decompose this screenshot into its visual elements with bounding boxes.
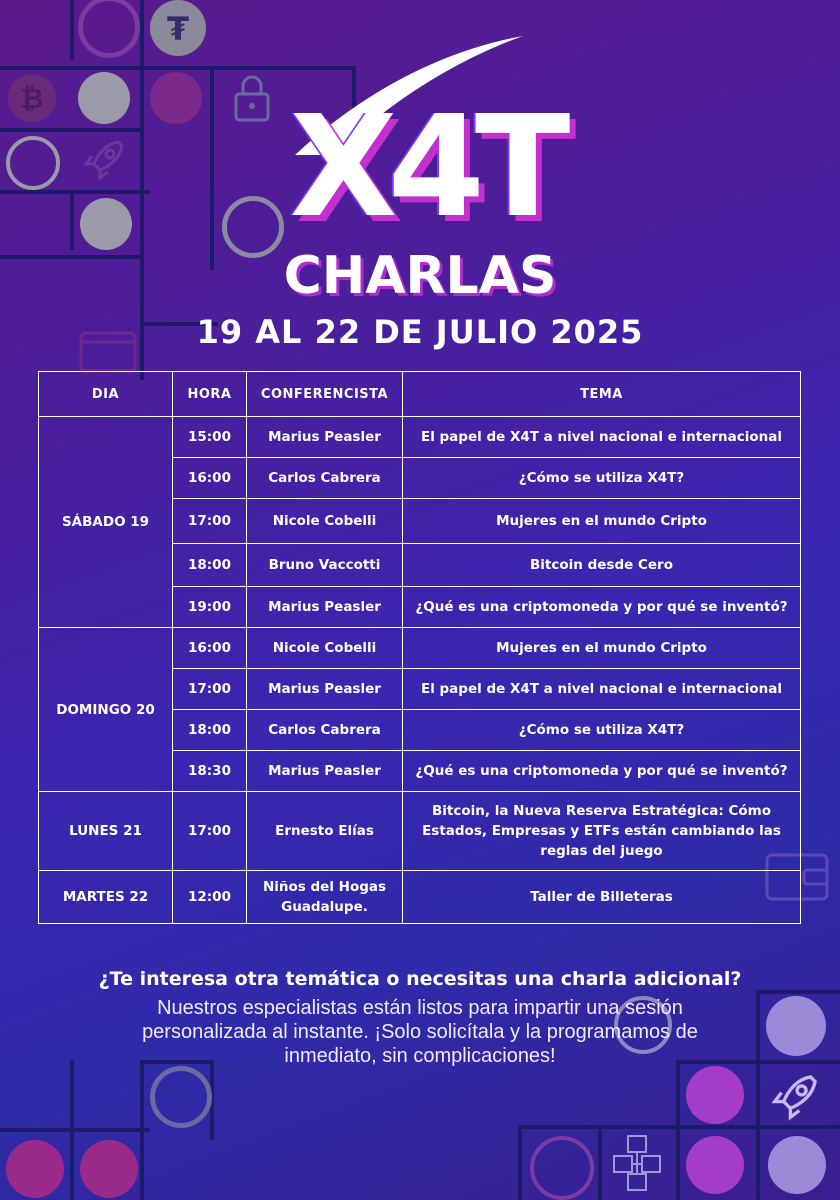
decorative-circle: [78, 72, 130, 124]
column-header-day: DIA: [39, 372, 173, 417]
decorative-circle: [686, 1136, 744, 1194]
time-cell: 18:00: [173, 544, 247, 587]
day-cell: SÁBADO 19: [39, 417, 173, 628]
topic-cell: Taller de Billeteras: [403, 871, 801, 924]
table-row: [39, 628, 801, 669]
speaker-cell: Carlos Cabrera: [247, 458, 403, 499]
brand-logo: [255, 30, 585, 320]
table-row: [39, 792, 801, 871]
topic-cell: ¿Qué es una criptomoneda y por qué se inventó?: [403, 751, 801, 792]
column-header-speaker: CONFERENCISTA: [247, 372, 403, 417]
speaker-cell: Nicole Cobelli: [247, 628, 403, 669]
table-header-row: [39, 372, 801, 417]
day-cell: MARTES 22: [39, 871, 173, 924]
speaker-cell: Marius Peasler: [247, 751, 403, 792]
time-cell: 17:00: [173, 499, 247, 544]
topic-cell: Mujeres en el mundo Cripto: [403, 499, 801, 544]
rocket-icon: [768, 1068, 824, 1124]
topic-cell: El papel de X4T a nivel nacional e internacional: [403, 417, 801, 458]
decorative-circle: [78, 0, 140, 58]
time-cell: 12:00: [173, 871, 247, 924]
speaker-cell: Bruno Vaccotti: [247, 544, 403, 587]
topic-cell: ¿Cómo se utiliza X4T?: [403, 458, 801, 499]
column-header-topic: TEMA: [403, 372, 801, 417]
decorative-circle: [6, 1140, 64, 1198]
time-cell: 18:30: [173, 751, 247, 792]
bitcoin-icon: [8, 74, 56, 122]
day-cell: DOMINGO 20: [39, 628, 173, 792]
speaker-cell: Niños del Hogas Guadalupe.: [247, 871, 403, 924]
topic-cell: Mujeres en el mundo Cripto: [403, 628, 801, 669]
time-cell: 19:00: [173, 587, 247, 628]
decorative-circle: [80, 198, 132, 250]
decorative-circle: [150, 72, 202, 124]
tether-icon: [150, 0, 206, 56]
time-cell: 17:00: [173, 669, 247, 710]
table-row: [39, 871, 801, 924]
decorative-circle: [530, 1136, 594, 1200]
decorative-circle: [766, 996, 826, 1056]
time-cell: 16:00: [173, 628, 247, 669]
speaker-cell: Nicole Cobelli: [247, 499, 403, 544]
decorative-circle: [80, 1140, 138, 1198]
svg-text:₮: ₮: [166, 10, 190, 48]
time-cell: 15:00: [173, 417, 247, 458]
decorative-circle: [150, 1066, 212, 1128]
svg-text:₿: ₿: [20, 82, 44, 115]
day-cell: LUNES 21: [39, 792, 173, 871]
decorative-circle: [6, 136, 60, 190]
decorative-circle: [768, 1136, 826, 1194]
column-header-time: HORA: [173, 372, 247, 417]
topic-cell: ¿Qué es una criptomoneda y por qué se inventó?: [403, 587, 801, 628]
cta-question: ¿Te interesa otra temática o necesitas una charla adicional?: [98, 968, 742, 990]
rocket-icon: [80, 134, 130, 184]
speaker-cell: Marius Peasler: [247, 669, 403, 710]
speaker-cell: Carlos Cabrera: [247, 710, 403, 751]
speaker-cell: Marius Peasler: [247, 417, 403, 458]
cta-body: Nuestros especialistas están listos para impartir una sesión personalizada al instante. ¡Solo solicítala y la programamos de inmediato, sin complicaciones!: [142, 997, 698, 1067]
topic-cell: Bitcoin, la Nueva Reserva Estratégica: Cómo Estados, Empresas y ETFs están cambiando las reglas del juego: [403, 792, 801, 871]
topic-cell: ¿Cómo se utiliza X4T?: [403, 710, 801, 751]
schedule-table: [38, 371, 801, 924]
speaker-cell: Marius Peasler: [247, 587, 403, 628]
time-cell: 17:00: [173, 792, 247, 871]
blockchain-cubes-icon: [606, 1130, 670, 1194]
topic-cell: El papel de X4T a nivel nacional e internacional: [403, 669, 801, 710]
time-cell: 18:00: [173, 710, 247, 751]
logo-subtitle: CHARLAS: [283, 246, 557, 306]
time-cell: 16:00: [173, 458, 247, 499]
logo-wordmark: X4T: [289, 86, 561, 249]
table-row: [39, 417, 801, 458]
topic-cell: Bitcoin desde Cero: [403, 544, 801, 587]
decorative-circle: [686, 1066, 744, 1124]
event-dates: 19 AL 22 DE JULIO 2025: [196, 313, 644, 351]
speaker-cell: Ernesto Elías: [247, 792, 403, 871]
